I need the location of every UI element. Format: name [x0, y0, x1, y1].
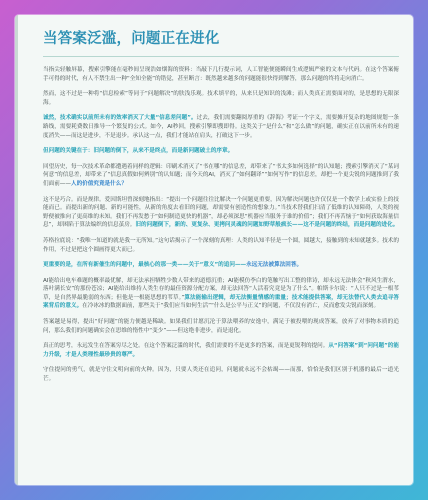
paragraph-12: [43, 366, 399, 383]
article-body: [31, 66, 399, 384]
highlighted-text: 从“问答案”到“问问题”的能力升级，才是人类理性最珍贵的尊严。: [43, 343, 399, 358]
title-divider: [43, 56, 399, 57]
paragraph-text: 在冷冰冰的数据面前，那些关于“我们应当如何生活”“什么是公平与正义”的问题，不仅没有消亡，反而愈发尖锐而深刻。: [82, 303, 380, 310]
article-title: 当答案泛滥，问题正在进化: [43, 31, 220, 47]
paragraph-3: [43, 114, 399, 140]
highlighted-text: 诚然，技术确实以前所未有的效率消灭了大量“信息差问题”。: [43, 115, 197, 122]
highlighted-text: 旧的问题倒下，新的、更复杂、更拷问灵魂的问题如野草般疯长——这不是问题的终结，而是问题的进化。: [135, 222, 399, 229]
paragraph-text: 答案越是易得，提出“好问题”的能力便越是稀缺。如果我们甘愿沉沦于算法喂养的安逸中，满足于被投喂的现成答案，放弃了对事物本质的追问，那么我们的问题确实会在思维的惰性中“变少”——但这绝非进步，而是退化。: [43, 319, 399, 334]
paragraph-text: 然而，这不过是一种将“信息检索”等同于“问题解决”的肤浅乐观。技术填平的，从来只是知识的浅滩；而人类真正需要面对的，是思想的无限深海。: [43, 91, 399, 106]
paragraph-7: [43, 237, 399, 254]
paragraph-4: [43, 147, 399, 156]
paragraph-6: [43, 196, 399, 230]
paragraph-text: 守住提问的勇气，就是守住文明向前的火种。因为，只要人类还在追问，问题就永远不会枯竭——而那，恰恰是我们区别于机器的最后一道光芒。: [43, 367, 399, 383]
paragraph-text: 回望历史，每一次技术革命都遭遇着同样的逻辑：印刷术消灭了“书在哪”的信息差，却带来了“书太多如何选择”的认知题；搜索引擎消灭了“某词何意”的信息差，却带来了“信息真假如何辨别”的认知题；而今天的AI，消灭了“如何翻译”“如何写作”的信息差，却把一个更尖锐的问题推到了我们面前——: [43, 163, 399, 187]
highlighted-text: 更重要的是，在所有新催生的问题中，最核心的那一类——关于“意义”的追问——: [43, 262, 247, 269]
highlighted-text: 但问题的关键在于：旧问题的倒下，从来不是终点，而是新问题破土的序章。: [43, 148, 234, 155]
paragraph-text: 过去，我们需要翻阅厚重的《辞海》考证一个字义，需要摊开复杂的地图规划一条路线，需要耗费数日推导一个繁复的公式。如今，AI秒回，搜索引擎即搜即得。这类关于“是什么”和“怎么做”的问题，确实正在以前所未有的速度消失——而这是进步，不是退步。承认这一点，我们才能站在肩头，打破这下一步。: [43, 115, 399, 139]
paragraph-text: 苏格拉底说：“我唯一知道的就是我一无所知。”这句话揭示了一个深刻的真理：人类的认知半径是一个圆，圆越大，接触到的未知就越多。技术的作用，不过是把这个圆画得更大而已。: [43, 237, 399, 253]
article-card: [15, 15, 413, 485]
highlighted-text: 人的价值究竟是什么？: [70, 180, 127, 187]
paragraph-9: [43, 277, 399, 311]
paragraph-text: 真正的思考，永远发生在答案穷尽之处。在这个答案泛滥的时代，我们需要的不是更多的答案，而是更锐利的提问。: [43, 343, 329, 350]
paragraph-2: [43, 90, 399, 107]
highlighted-text: 算法能输出逻辑，却无法衡量情感的重量；技术能提供答案，却无法替代人类去追寻答案背后的意义。: [43, 294, 399, 310]
paragraph-10: [43, 318, 399, 335]
paragraph-5: [43, 163, 399, 189]
paragraph-text: 这不是巧合。而是规律。爱因斯坦曾深刻地指出：“提出一个问题往往比解决一个问题更重要，因为解决问题也许仅仅是一个数学上或实验上的技能而已。而提出新的问题、新的可能性，从新的角度去看旧的问题，却需要有创造性的想象力。”当技术替我们扫清了低维的认知障碍，人类的视野便被推向了更高维的未知。我们不再发愁于“如何制造更快的机器”，却必须深思“机器应当服务于谁的价值”；我们不再苦恼于“如何获取海量信息”，却困陷于算法编织的信息茧房。: [43, 196, 399, 229]
paragraph-text: 当指尖轻触屏幕，搜索引擎能在毫秒间呈现浩如烟海的资料：当敲下几行提示词，人工智能便能瞬间生成逻辑严密的文本与代码。在这个答案俯手可得的时代，有人不禁生出一种“全知全能”的错觉，甚至断言：既然越来越多的问题能很快得到解答，那么问题的终将走向消亡。: [43, 67, 399, 82]
paragraph-1: [43, 66, 399, 83]
paragraph-8: [43, 261, 399, 270]
paragraph-text: AI能给出电车难题的概率最优解，却无法承担牺牲少数人带来的道德沉重；AI能模仿李白的笔触写出工整的律诗，却永远无法体会“秋风生渭水，落叶满长安”的那份苍凉；AI能给出维持人类生存的最佳资源分配方案，却无法回答“人活着究竟是为了什么”。帕斯卡尔说：“人只不过是一根苇草，是自然界最脆弱的东西；但他是一根能思想的苇草。”: [43, 277, 399, 301]
highlighted-text: 永远无法被算法回答。: [246, 262, 303, 269]
paragraph-11: [43, 342, 399, 359]
